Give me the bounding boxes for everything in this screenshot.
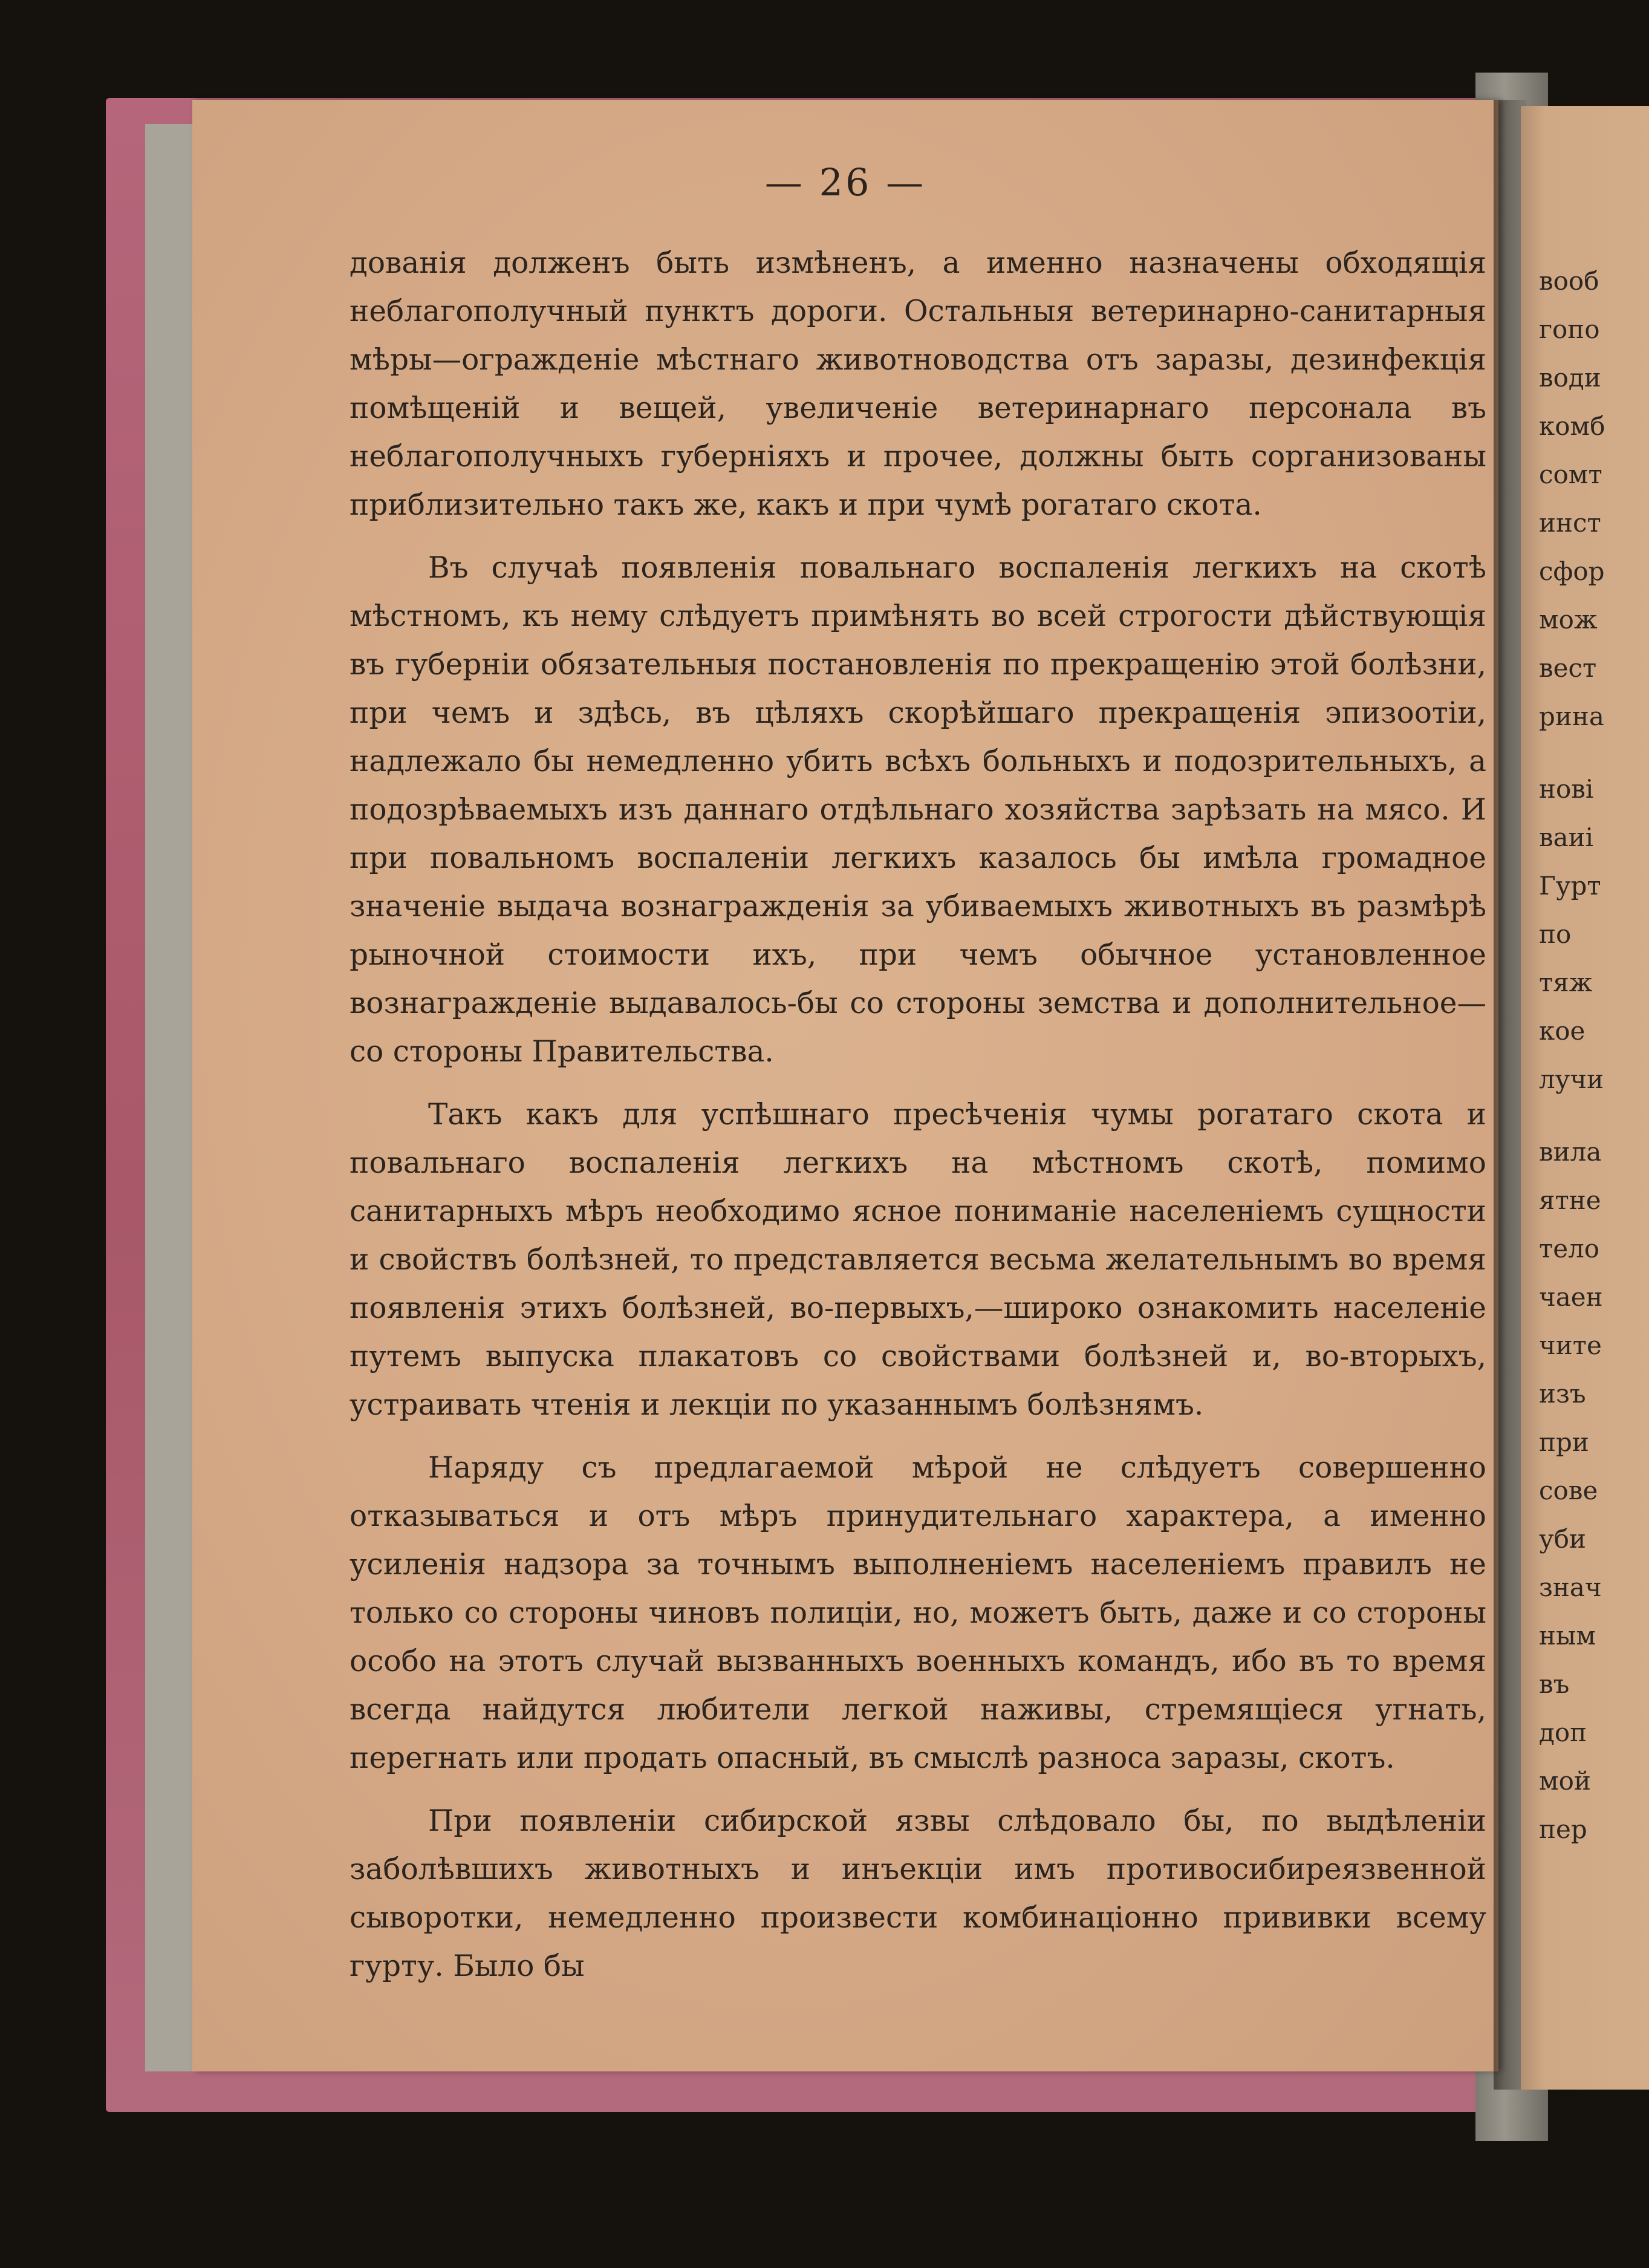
next-page-line: гопо: [1539, 314, 1600, 344]
next-page-line: доп: [1539, 1718, 1587, 1747]
next-page-line: мой: [1539, 1766, 1591, 1796]
next-page-edge: [1521, 106, 1649, 2090]
next-page-line: чаен: [1539, 1282, 1603, 1312]
paragraph-3: Такъ какъ для успѣшнаго пресѣченія чумы рогатаго скота и повальнаго воспаленія легкихъ на мѣстномъ скотѣ, помимо санитарныхъ мѣръ необходимо ясное пониманіе населеніемъ сущности и свойствъ болѣзней, то представляется весьма желательнымъ во время появленія этихъ болѣзней, во-первыхъ,—широко ознакомить населеніе путемъ выпуска плакатовъ со свойствами болѣзней и, во-вторыхъ, устраивать чтенія и лекціи по указаннымъ болѣзнямъ.: [350, 1098, 1486, 1422]
paragraph-4: Наряду съ предлагаемой мѣрой не слѣдуетъ совершенно отказываться и отъ мѣръ принудительнаго характера, а именно усиленія надзора за точнымъ выполненіемъ населеніемъ правилъ не только со стороны чиновъ полиціи, но, можетъ быть, даже и со стороны особо на этотъ случай вызванныхъ военныхъ командъ, ибо въ то время всегда найдутся любители легкой наживы, стремящіеся угнать, перегнать или продать опасный, въ смыслѣ разноса заразы, скотъ.: [350, 1451, 1486, 1775]
next-page-line: при: [1539, 1427, 1589, 1457]
next-page-line: тело: [1539, 1234, 1600, 1263]
next-page-line: сфор: [1539, 556, 1605, 586]
next-page-line: ятне: [1539, 1185, 1601, 1215]
next-page-line: мож: [1539, 605, 1598, 634]
next-page-line: Гурт: [1539, 871, 1601, 901]
next-page-line: сомт: [1539, 460, 1602, 489]
next-page-line: рина: [1539, 702, 1604, 731]
next-page-line: нові: [1539, 774, 1594, 804]
page-text: [350, 239, 1486, 2005]
next-page-line: кое: [1539, 1016, 1586, 1046]
next-page-line: знач: [1539, 1572, 1602, 1602]
next-page-line: чите: [1539, 1331, 1602, 1360]
next-page-line: уби: [1539, 1524, 1586, 1554]
next-page-line: вила: [1539, 1137, 1602, 1167]
book-page: [192, 100, 1498, 2071]
next-page-fragments: [1539, 257, 1605, 1854]
paragraph-1: дованія долженъ быть измѣненъ, а именно назначены обходящія неблагополучный пунктъ дороги. Остальныя ветеринарно-санитарныя мѣры—огражденіе мѣстнаго животноводства отъ заразы, дезинфекція помѣщеній и вещей, увеличеніе ветеринарнаго персонала въ неблагополучныхъ губерніяхъ и прочее, должны быть сорганизованы приблизительно такъ же, какъ и при чумѣ рогатаго скота.: [350, 246, 1486, 522]
page-number: — 26 —: [764, 160, 926, 204]
next-page-line: инст: [1539, 508, 1601, 538]
next-page-line: ным: [1539, 1621, 1596, 1650]
next-page-line: по: [1539, 919, 1572, 949]
next-page-line: пер: [1539, 1814, 1587, 1844]
next-page-line: изъ: [1539, 1379, 1586, 1409]
paragraph-2: Въ случаѣ появленія повальнаго воспаленія легкихъ на скотѣ мѣстномъ, къ нему слѣдуетъ примѣнять во всей строгости дѣйствующія въ губерніи обязательныя постановленія по прекращенію этой болѣзни, при чемъ и здѣсь, въ цѣляхъ скорѣйшаго прекращенія эпизоотіи, надлежало бы немедленно убить всѣхъ больныхъ и подозрительныхъ, а подозрѣваемыхъ изъ даннаго отдѣльнаго хозяйства зарѣзать на мясо. И при повальномъ воспаленіи легкихъ казалось бы имѣла громадное значеніе выдача вознагражденія за убиваемыхъ животныхъ въ размѣрѣ рыночной стоимости ихъ, при чемъ обычное установленное вознагражденіе выдавалось-бы со стороны земства и дополнительное—со стороны Правительства.: [350, 551, 1486, 1069]
next-page-line: тяж: [1539, 968, 1593, 997]
next-page-line: вест: [1539, 653, 1597, 683]
next-page-line: въ: [1539, 1669, 1570, 1699]
next-page-line: [1539, 741, 1605, 765]
next-page-line: [1539, 1104, 1605, 1128]
next-page-line: лучи: [1539, 1064, 1604, 1094]
paragraph-5: При появленіи сибирской язвы слѣдовало бы, по выдѣленіи заболѣвшихъ животныхъ и инъекціи имъ противосибиреязвенной сыворотки, немедленно произвести комбинаціонно прививки всему гурту. Было бы: [350, 1804, 1486, 1983]
next-page-line: сове: [1539, 1476, 1598, 1505]
next-page-line: комб: [1539, 411, 1605, 441]
next-page-line: води: [1539, 363, 1601, 393]
next-page-line: вооб: [1539, 266, 1599, 296]
next-page-line: ваиі: [1539, 823, 1594, 852]
